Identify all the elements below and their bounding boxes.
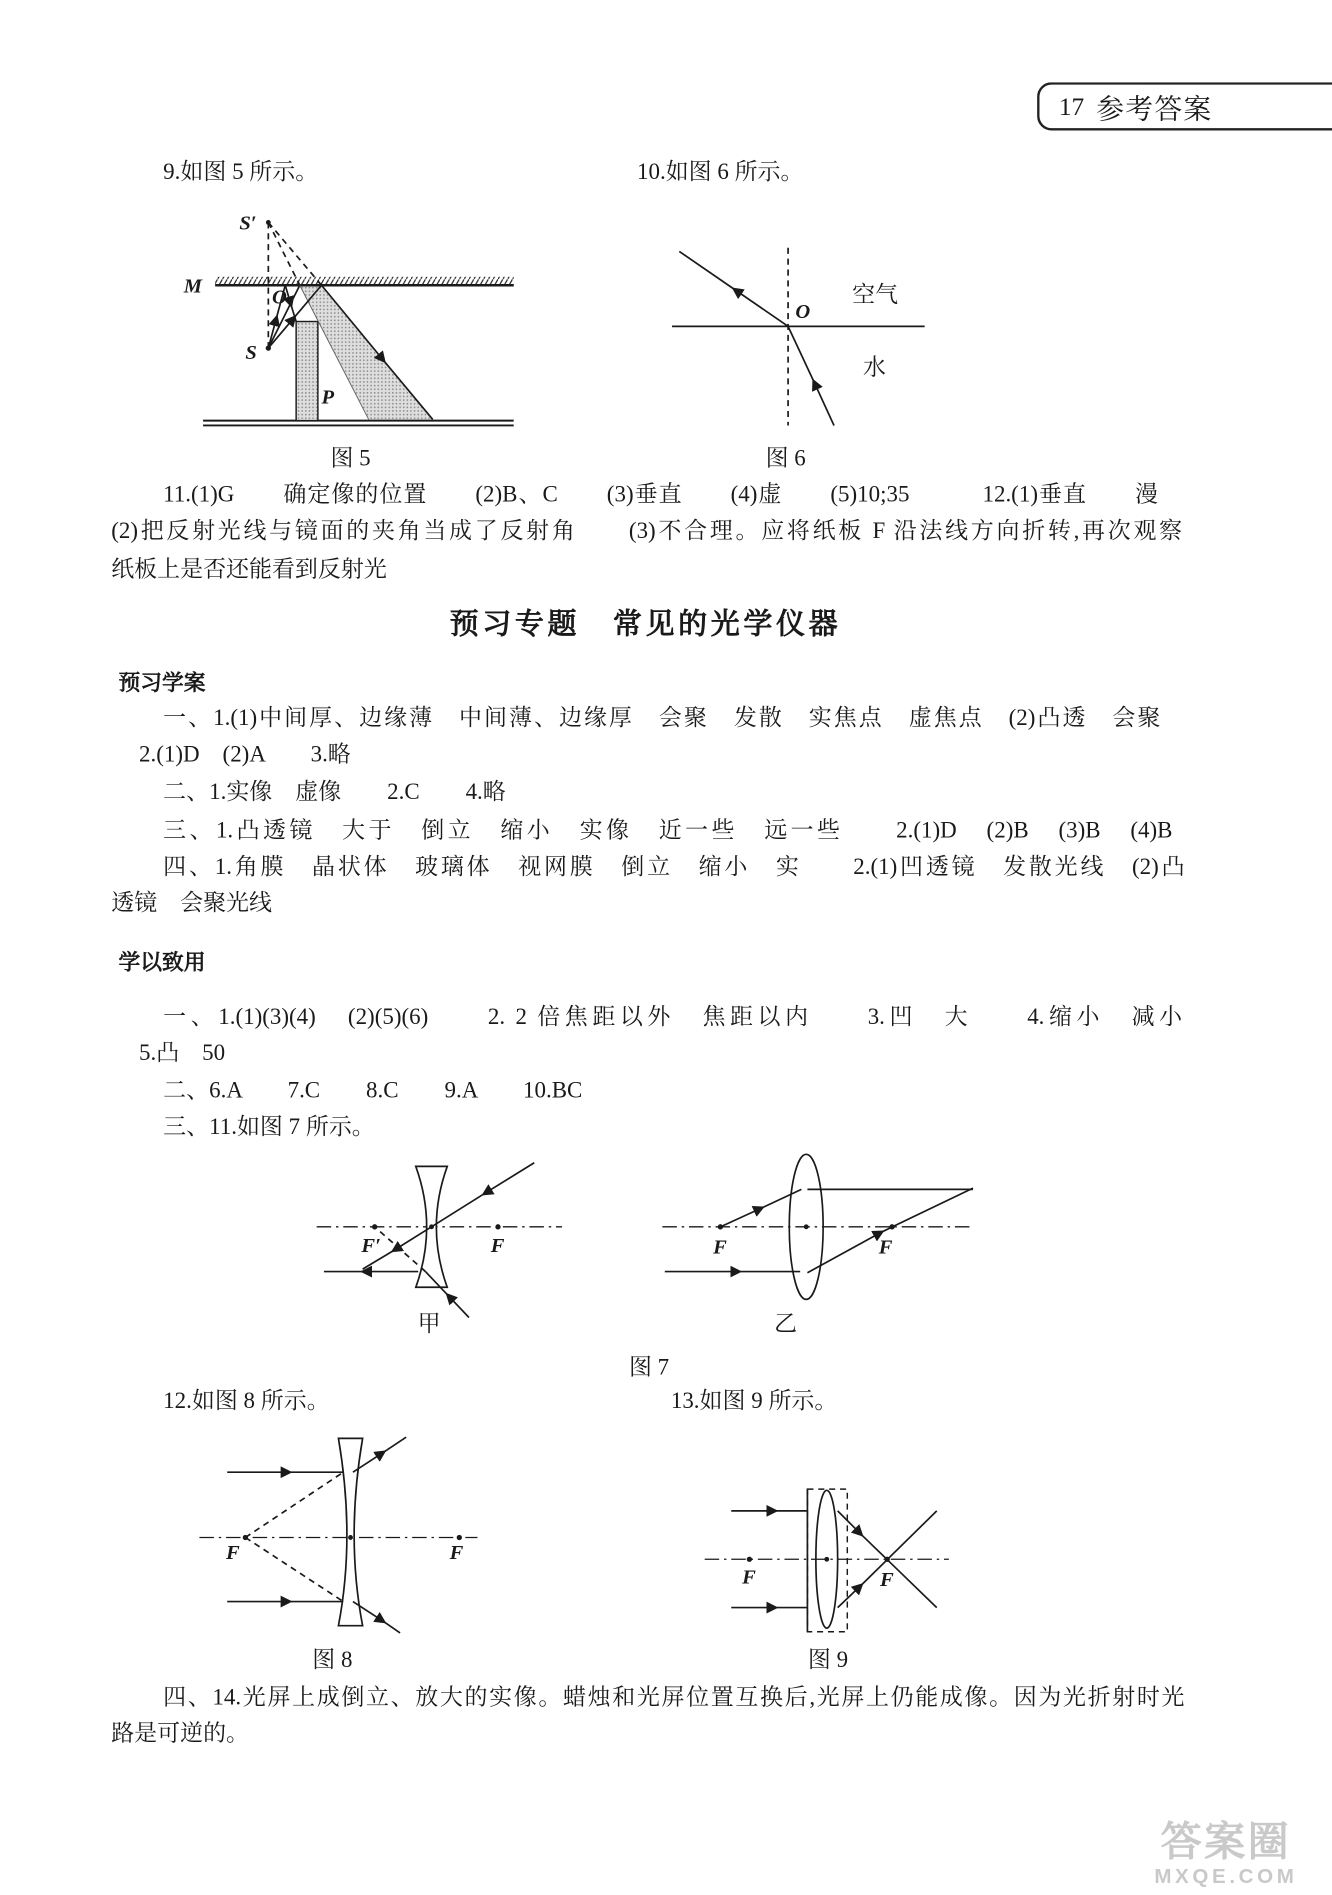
label-f-right: F [878,1236,893,1259]
optical-center [348,1535,353,1540]
label-m: M [183,275,202,298]
ray-in-water [813,381,834,426]
obstacle-p [296,322,318,421]
focus-left [747,1557,752,1562]
practice-line: 三、11.如图 7 所示。 [163,1114,375,1140]
back-extension [245,1537,343,1601]
back-extension [245,1472,343,1537]
ray-in-water [788,326,813,380]
ray-through-center [483,1163,534,1194]
practice-line: 二、6.A 7.C 8.C 9.A 10.BC [163,1078,583,1104]
q10-text: 10.如图 6 所示。 [636,159,804,185]
converging-ray [838,1585,862,1608]
ray-in-air [734,289,788,326]
ray-from-focus [763,1189,802,1207]
watermark-logo-text: 答案圈 [1160,1819,1292,1866]
figure-7-jia [317,1163,562,1336]
practice-heading: 学以致用 [118,950,206,975]
label-f-left: F [226,1542,240,1565]
ray-from-focus [720,1208,762,1227]
label-f-left: F [713,1236,727,1259]
converging-ray [838,1511,862,1535]
focus-left [372,1224,377,1229]
converging-ray [862,1511,937,1585]
divergent-ray [384,1622,400,1633]
preview-line: 一、1.(1)中间厚、边缘薄 中间薄、边缘厚 会聚 发散 实焦点 虚焦点 (2)凸透 会聚 [163,705,1161,732]
refracted-ray-through-focus [882,1188,973,1232]
figure-6 [672,248,925,471]
figure-8 [199,1437,477,1672]
figure-5 [183,213,514,471]
optical-center [429,1224,434,1229]
optical-center [804,1224,809,1229]
image-point-s-prime [266,220,271,225]
image-dashed-line [268,222,299,285]
figure-7-jia-label: 甲 [417,1310,441,1336]
preview-line: 二、1.实像 虚像 2.C 4.略 [163,779,506,806]
reflected-light-region [300,286,433,419]
ray-in-air [679,251,733,288]
figure-6-caption: 图 6 [765,445,806,471]
section-title: 预习专题 常见的光学仪器 [449,607,842,641]
focus-right [885,1557,890,1562]
label-s-prime: S′ [239,212,257,235]
q13-text: 13.如图 9 所示。 [670,1388,838,1415]
label-f-right: F [449,1542,464,1565]
label-p: P [321,386,335,409]
preview-line: 三、1.凸透镜 大于 倒立 缩小 实像 近一些 远一些 2.(1)D (2)B (3)B (4)B [163,818,1173,844]
answer-12-line-end: 纸板上是否还能看到反射光 [111,557,387,583]
focus-right [889,1224,894,1229]
focus-left [718,1224,723,1229]
label-f-left: F [742,1566,756,1589]
extension-to-focus [375,1227,426,1272]
focus-right [495,1224,500,1229]
answer-14-line: 四、14.光屏上成倒立、放大的实像。蜡烛和光屏位置互换后,光屏上仍能成像。因为光折射时光 [163,1684,1185,1711]
figure-8-caption: 图 8 [312,1646,353,1672]
preview-line: 透镜 会聚光线 [111,890,272,917]
converging-ray [862,1535,937,1608]
answer-12-line: (2)把反射光线与镜面的夹角当成了反射角 (3)不合理。应将纸板 F 沿法线方向折转,再次观察 [111,518,1183,544]
label-s: S [245,341,257,364]
refracted-ray-through-focus [807,1232,882,1273]
preview-line: 四、1.角膜 晶状体 玻璃体 视网膜 倒立 缩小 实 2.(1)凹透镜 发散光线 (2)凸 [163,854,1185,880]
label-water: 水 [863,354,886,380]
divergent-ray [384,1437,406,1452]
optical-center [824,1557,829,1562]
figure-7-caption: 图 7 [628,1354,670,1380]
practice-line: 5.凸 50 [139,1040,226,1067]
practice-line: 一、1.(1)(3)(4) (2)(5)(6) 2. 2 倍焦距以外 焦距以内 3.凹 大 4.缩小 减小 [163,1004,1183,1030]
label-f-right: F [879,1568,894,1591]
mirror-hatching [215,277,514,285]
preview-heading: 预习学案 [118,670,206,696]
watermark-url: MXQE.COM [1154,1865,1298,1889]
focus-left [243,1535,248,1540]
figure-9 [705,1489,949,1672]
page-number: 17 [1058,91,1085,121]
label-o: O [795,300,811,323]
answer-14-line-end: 路是可逆的。 [111,1721,250,1747]
label-o: O [271,286,287,309]
label-f: F [490,1235,505,1258]
figure-7-yi-label: 乙 [774,1310,798,1336]
incident-ray-to-focus [447,1295,469,1318]
label-f-prime: F′ [361,1235,381,1258]
figure-7-yi [662,1154,973,1335]
concave-lens [338,1438,362,1625]
preview-line: 2.(1)D (2)A 3.略 [139,742,351,768]
q12-text: 12.如图 8 所示。 [163,1388,330,1415]
focus-right [457,1535,462,1540]
figure-9-caption: 图 9 [807,1646,849,1672]
label-air: 空气 [852,282,899,308]
section-label: 参考答案 [1096,92,1213,124]
q9-text: 9.如图 5 所示。 [163,159,319,185]
point-s [266,345,271,350]
figure-5-caption: 图 5 [330,445,371,471]
answer-11-line: 11.(1)G 确定像的位置 (2)B、C (3)垂直 (4)虚 (5)10;35 12.(1)垂直 漫 [163,482,1158,508]
